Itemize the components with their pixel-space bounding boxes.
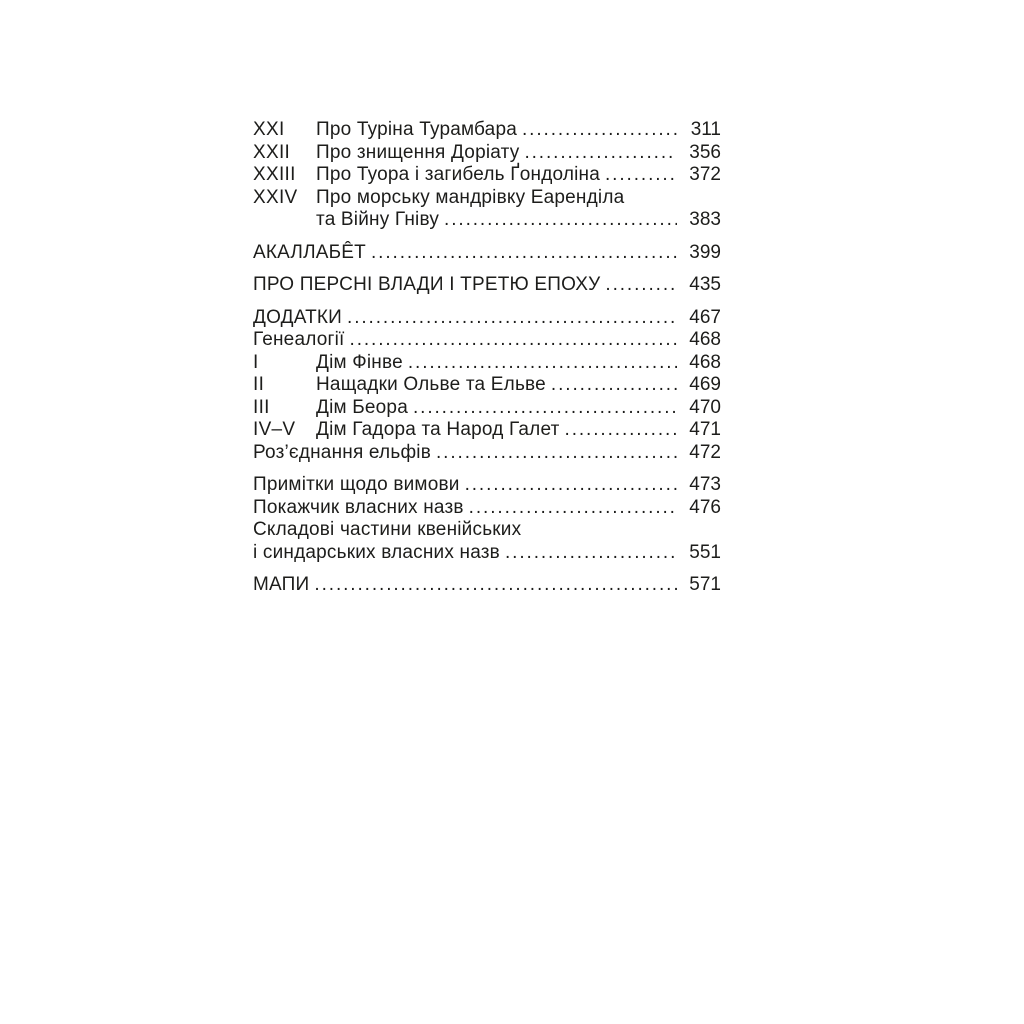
toc-entry <box>253 397 721 420</box>
dot-leader <box>565 419 677 442</box>
toc-entry <box>253 352 721 375</box>
dot-leader <box>605 274 677 297</box>
toc-entry <box>253 374 721 397</box>
toc-entry <box>253 119 721 142</box>
dot-leader <box>444 209 677 232</box>
toc-entry <box>253 164 721 187</box>
page-number: 472 <box>689 441 721 463</box>
dot-leader <box>505 542 677 565</box>
toc-entry <box>253 329 721 352</box>
toc-entry <box>253 574 721 597</box>
toc-entry-continuation <box>253 542 721 565</box>
toc-entry <box>253 419 721 442</box>
toc-entry <box>253 474 721 497</box>
page-number: 469 <box>689 374 721 395</box>
entry-title: Дім Фінве <box>316 351 403 373</box>
entry-title: АКАЛЛАБÊТ <box>253 241 366 263</box>
chapter-number: III <box>253 396 270 418</box>
entry-title: Про Туріна Турамбара <box>316 119 517 140</box>
entry-title: і синдарських власних назв <box>253 541 500 563</box>
toc-entry <box>253 142 721 165</box>
entry-title: Про знищення Доріату <box>316 141 520 163</box>
dot-leader <box>371 242 677 265</box>
entry-title: та Війну Гніву <box>316 209 440 230</box>
toc-entry <box>253 274 721 297</box>
chapter-number: I <box>253 351 259 373</box>
page-number: 435 <box>689 274 721 295</box>
toc-entry <box>253 497 721 520</box>
dot-leader <box>347 307 677 330</box>
chapter-number: XXII <box>253 141 291 163</box>
dot-leader <box>605 164 677 187</box>
entry-title: Примітки щодо вимови <box>253 474 460 495</box>
dot-leader <box>350 329 677 352</box>
chapter-number: IV–V <box>253 419 296 440</box>
toc-entry-continuation <box>253 209 721 232</box>
page-number: 372 <box>689 164 721 185</box>
entry-title: Про морську мандрівку Еаренділа <box>316 186 625 208</box>
entry-title: ДОДАТКИ <box>253 306 343 328</box>
dot-leader <box>408 352 677 375</box>
entry-title: Дім Гадора та Народ Галет <box>316 419 560 440</box>
dot-leader <box>551 374 677 397</box>
chapter-number: XXI <box>253 119 285 140</box>
dot-leader <box>524 142 677 165</box>
entry-title: МАПИ <box>253 574 310 595</box>
toc-entry <box>253 242 721 265</box>
chapter-number: XXIV <box>253 186 298 208</box>
entry-title: Складові частини квенійських <box>253 519 522 540</box>
table-of-contents <box>253 119 721 597</box>
dot-leader <box>314 574 677 597</box>
page-number: 551 <box>689 541 721 563</box>
toc-entry <box>253 442 721 465</box>
page-number: 467 <box>689 306 721 328</box>
chapter-number: XXIII <box>253 164 296 185</box>
page-number: 356 <box>689 141 721 163</box>
page-number: 476 <box>689 496 721 518</box>
page-number: 468 <box>689 351 721 373</box>
entry-title: Генеалогії <box>253 329 345 350</box>
entry-title: Нащадки Ольве та Ельве <box>316 374 546 395</box>
page-number: 473 <box>689 474 721 495</box>
page-number: 571 <box>689 574 721 595</box>
dot-leader <box>469 497 677 520</box>
page-number: 383 <box>689 209 721 230</box>
page-number: 311 <box>690 119 721 140</box>
page-number: 471 <box>689 419 721 440</box>
page-number: 399 <box>689 241 721 263</box>
chapter-number: II <box>253 374 265 395</box>
entry-title: Дім Беора <box>316 396 408 418</box>
dot-leader <box>413 397 677 420</box>
entry-title: Покажчик власних назв <box>253 496 464 518</box>
toc-entry <box>253 307 721 330</box>
entry-title: ПРО ПЕРСНІ ВЛАДИ І ТРЕТЮ ЕПОХУ <box>253 274 601 295</box>
page-number: 470 <box>689 396 721 418</box>
dot-leader <box>436 442 677 465</box>
dot-leader <box>465 474 677 497</box>
dot-leader <box>522 119 677 142</box>
page-number: 468 <box>689 329 721 350</box>
entry-title: Роз’єднання ельфів <box>253 441 431 463</box>
toc-entry <box>253 187 721 210</box>
toc-entry <box>253 519 721 542</box>
entry-title: Про Туора і загибель Ґондоліна <box>316 164 600 185</box>
